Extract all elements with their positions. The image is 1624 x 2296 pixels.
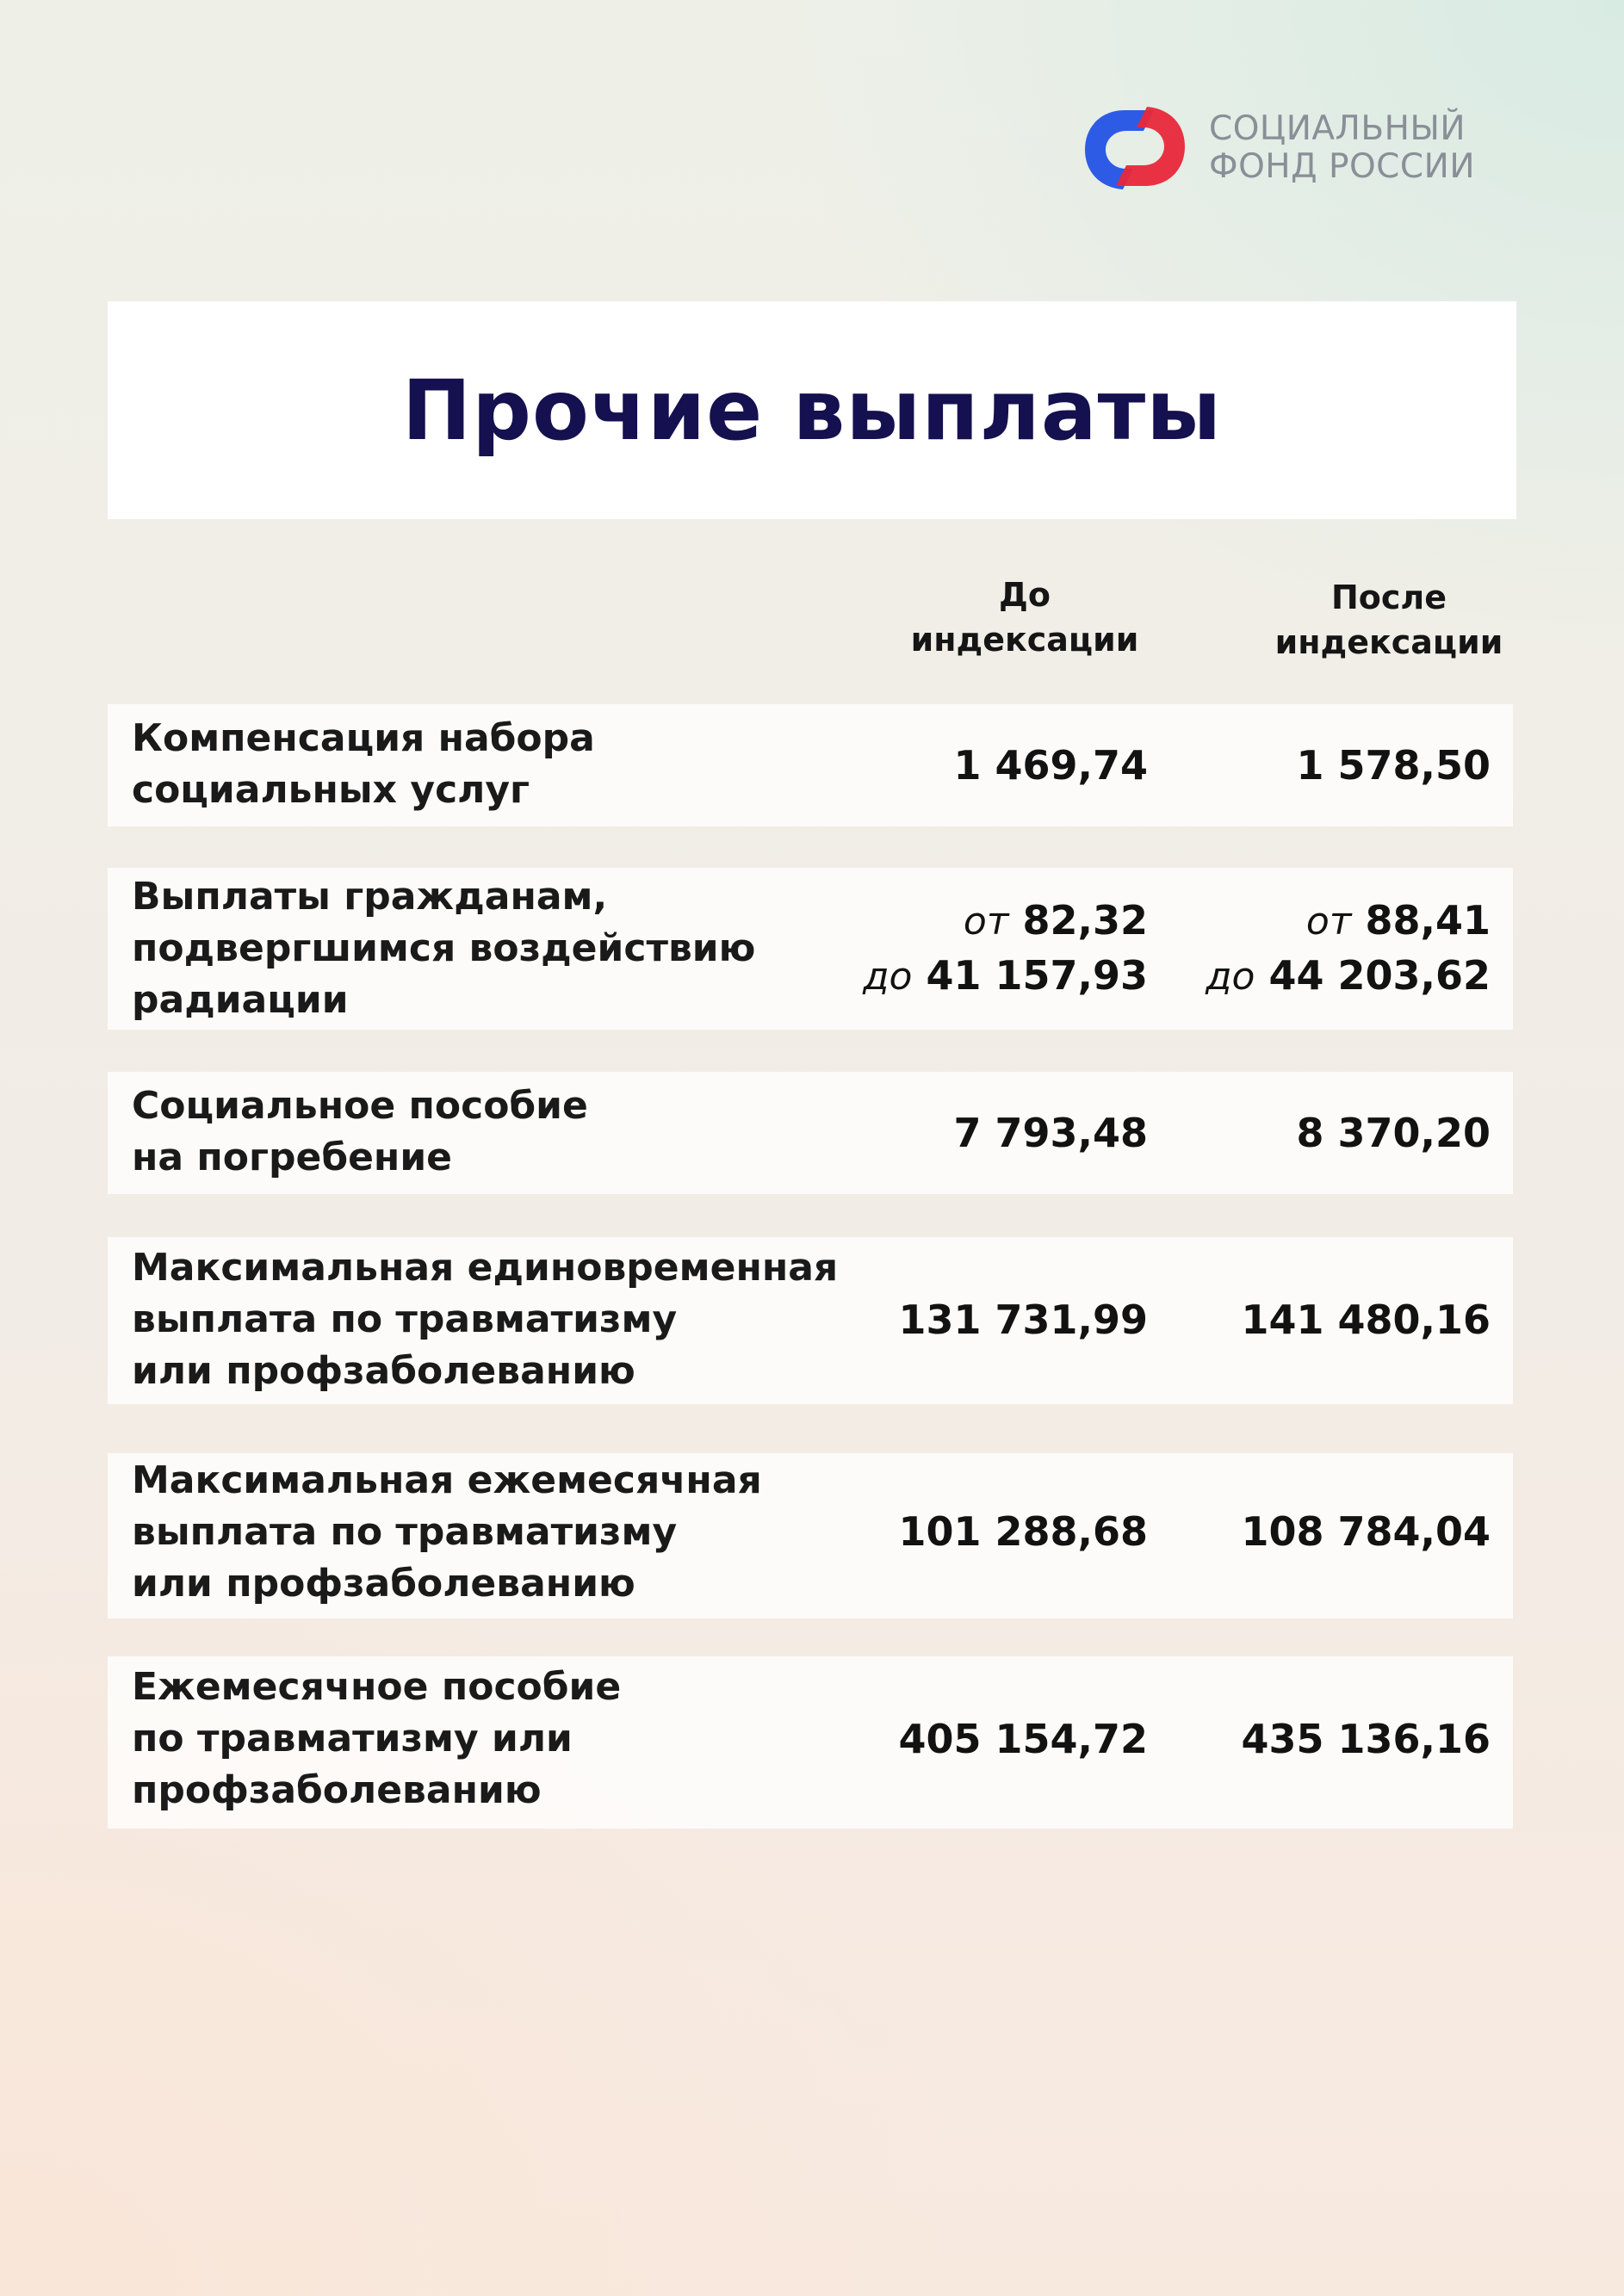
value-after: 435 136,16	[1241, 1716, 1491, 1762]
table-row	[108, 1453, 1513, 1618]
column-header-after: После индексации	[1274, 579, 1503, 661]
logo	[1080, 96, 1528, 201]
table-row	[108, 1072, 1513, 1194]
row-label: Максимальная ежемесячная выплата по травматизму или профзаболеванию	[132, 1458, 762, 1606]
value-before	[863, 894, 1148, 1004]
prefix-to: до	[1206, 955, 1255, 999]
value-to: 41 157,93	[926, 952, 1148, 999]
value-before: 131 731,99	[898, 1297, 1148, 1343]
value-to: 44 203,62	[1268, 952, 1491, 999]
prefix-from: от	[1305, 900, 1352, 944]
page-title: Прочие выплаты	[401, 362, 1223, 459]
value-from: 88,41	[1365, 897, 1491, 944]
value-before: 1 469,74	[953, 742, 1148, 789]
value-before: 101 288,68	[898, 1508, 1148, 1555]
value-after-to	[1206, 949, 1491, 1004]
prefix-to: до	[863, 955, 913, 999]
table-row	[108, 1237, 1513, 1404]
table-row	[108, 868, 1513, 1030]
table-row	[108, 704, 1513, 826]
title-card	[108, 301, 1516, 519]
value-before-from	[863, 894, 1148, 949]
value-after: 141 480,16	[1241, 1297, 1491, 1343]
table-row	[108, 1656, 1513, 1829]
sfr-logo-icon	[1080, 96, 1190, 201]
row-label: Максимальная единовременная выплата по травматизму или профзаболеванию	[132, 1246, 839, 1393]
value-after: 8 370,20	[1296, 1110, 1491, 1156]
row-label: Выплаты гражданам, подвергшимся воздействию радиации	[132, 875, 756, 1022]
column-header-before: До индексации	[910, 576, 1139, 659]
value-after: 1 578,50	[1296, 742, 1491, 789]
row-label: Ежемесячное пособие по травматизму или профзаболеванию	[132, 1665, 622, 1812]
value-from: 82,32	[1022, 897, 1148, 944]
logo-text	[1209, 110, 1475, 186]
logo-line-2: ФОНД РОССИИ	[1209, 147, 1475, 186]
row-label: Социальное пособие на погребение	[132, 1084, 588, 1179]
prefix-from: от	[963, 900, 1009, 944]
logo-line-1: СОЦИАЛЬНЫЙ	[1209, 109, 1466, 148]
value-after-from	[1206, 894, 1491, 949]
value-before: 7 793,48	[953, 1110, 1148, 1156]
value-before: 405 154,72	[898, 1716, 1148, 1762]
value-after	[1206, 894, 1491, 1004]
value-before-to	[863, 949, 1148, 1004]
row-label: Компенсация набора социальных услуг	[132, 716, 595, 812]
value-after: 108 784,04	[1241, 1508, 1491, 1555]
